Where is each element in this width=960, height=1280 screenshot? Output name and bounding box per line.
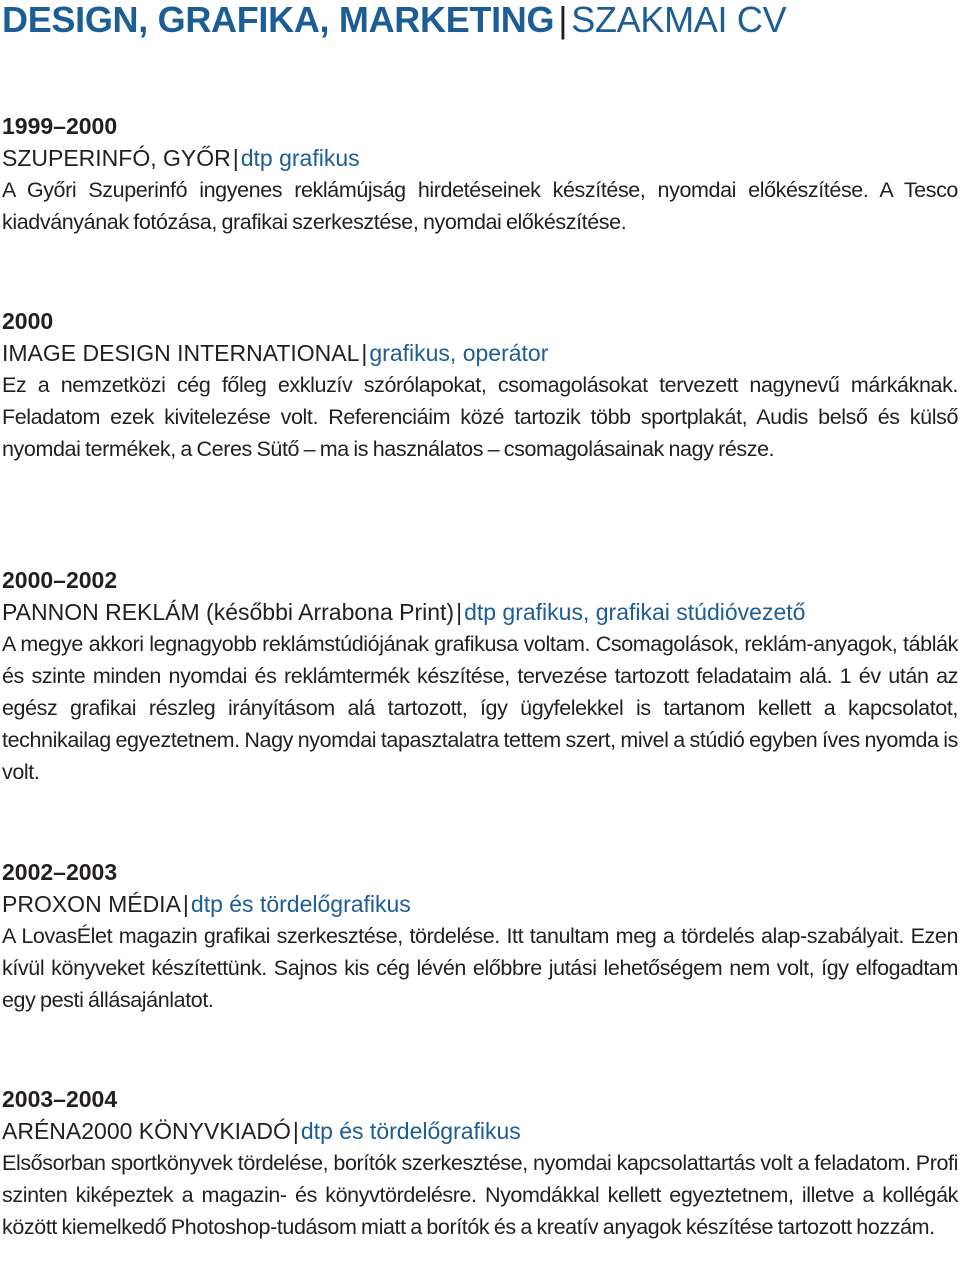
entry-description: A megye akkori legnagyobb reklámstúdiójának grafikusa voltam. Csomagolások, reklám-anyagok, táblák és szinte minden nyomdai és reklámtermék készítése, tervezése tartozott feladataim alá. 1 év után az egész grafikai részleg irányításom alá tartozott, így ügyfelekkel is tartanom kellett a kapcsolatot, technikailag egyeztetnem. Nagy nyomdai tapasztalatra tettem szert, mivel a stúdió egyben íves nyomda is volt. bbox=[2, 632, 958, 784]
entry-description: A LovasÉlet magazin grafikai szerkesztése, tördelése. Itt tanultam meg a tördelés alap-szabályait. Ezen kívül könyveket készítettünk. Sajnos kis cég lévén előbbre jutási lehetőségem nem volt, így elfogadtam egy pesti állásajánlatot. bbox=[2, 924, 958, 1012]
entry-role: dtp grafikus, grafikai stúdióvezető bbox=[464, 599, 806, 625]
entry-company: ARÉNA2000 KÖNYVKIADÓ bbox=[2, 1118, 291, 1144]
cv-entry bbox=[2, 305, 958, 465]
entry-company-line bbox=[2, 596, 958, 628]
entry-role: dtp és tördelőgrafikus bbox=[300, 1118, 521, 1144]
entry-separator: | bbox=[361, 340, 368, 366]
cv-entry bbox=[2, 856, 958, 1016]
entry-description: Ez a nemzetközi cég főleg exkluzív szórólapokat, csomagolásokat tervezett nagynevű márkáknak. Feladatom ezek kivitelezése volt. Referenciáim közé tartozik több sportplakát, Audis belső és külső nyomdai termékek, a Ceres Sütő – ma is használatos – csomagolásainak nagy része. bbox=[2, 373, 958, 461]
entry-description: Elsősorban sportkönyvek tördelése, borítók szerkesztése, nyomdai kapcsolattartás volt a feladatom. Profi szinten kiképeztek a magazin- és könyvtördelésre. Nyomdákkal kellett egyeztetnem, illetve a kollégák között kiemelkedő Photoshop-tudásom miatt a borítók és a kreatív anyagok készítése tartozott hozzám. bbox=[2, 1151, 958, 1239]
entry-company-line bbox=[2, 1115, 958, 1147]
page-title bbox=[2, 0, 786, 40]
entry-company: PANNON REKLÁM (későbbi Arrabona Print) bbox=[2, 599, 455, 625]
entry-years: 1999–2000 bbox=[2, 113, 118, 139]
entry-separator: | bbox=[456, 599, 463, 625]
cv-entry bbox=[2, 564, 958, 788]
entry-description: A Győri Szuperinfó ingyenes reklámújság hirdetéseinek készítése, nyomdai előkészítése. A Tesco kiadványának fotózása, grafikai szerkesztése, nyomdai előkészítése. bbox=[2, 178, 958, 234]
entry-company-line bbox=[2, 888, 958, 920]
entry-years: 2003–2004 bbox=[2, 1086, 118, 1112]
entry-role: dtp grafikus bbox=[240, 145, 360, 171]
entry-company-line bbox=[2, 142, 958, 174]
title-main: DESIGN, GRAFIKA, MARKETING bbox=[2, 0, 555, 40]
entry-company-line bbox=[2, 337, 958, 369]
entry-separator: | bbox=[292, 1118, 299, 1144]
entry-years: 2002–2003 bbox=[2, 859, 118, 885]
cv-entry bbox=[2, 1083, 958, 1243]
entry-separator: | bbox=[182, 891, 189, 917]
entry-years: 2000–2002 bbox=[2, 567, 118, 593]
entry-company: PROXON MÉDIA bbox=[2, 891, 181, 917]
title-sub: SZAKMAI CV bbox=[571, 0, 787, 40]
title-separator: | bbox=[558, 0, 568, 40]
entry-company: IMAGE DESIGN INTERNATIONAL bbox=[2, 340, 360, 366]
cv-entry bbox=[2, 110, 958, 238]
entry-role: grafikus, operátor bbox=[369, 340, 549, 366]
entry-company: SZUPERINFÓ, GYŐR bbox=[2, 145, 231, 171]
entry-role: dtp és tördelőgrafikus bbox=[190, 891, 411, 917]
entry-separator: | bbox=[232, 145, 239, 171]
entry-years: 2000 bbox=[2, 308, 54, 334]
